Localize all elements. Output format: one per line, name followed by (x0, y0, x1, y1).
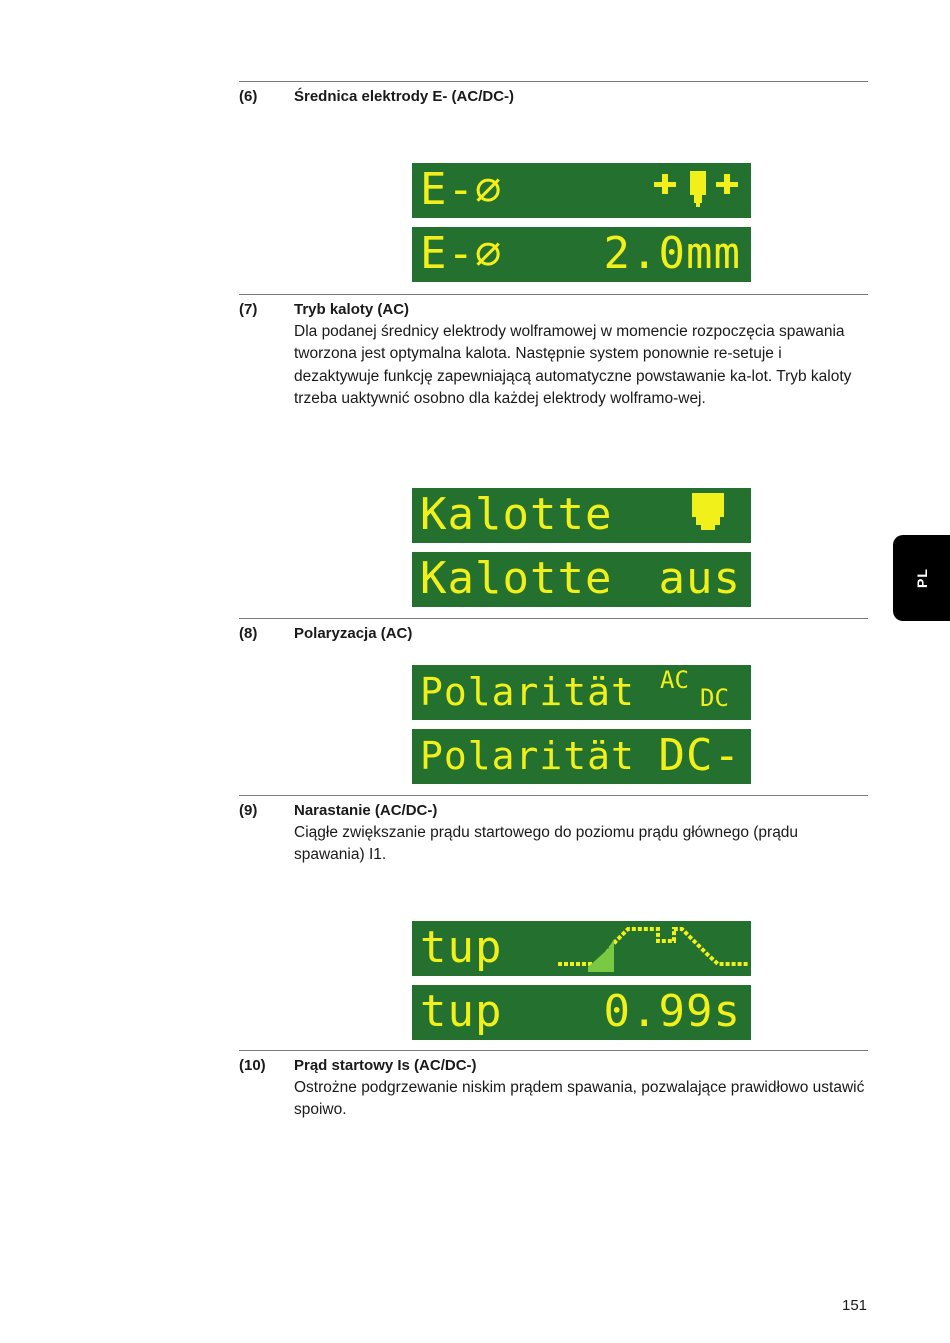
language-tab-label: PL (913, 568, 930, 588)
section-title: Polaryzacja (AC) (294, 625, 413, 642)
language-tab (893, 535, 950, 621)
lcd-value: aus (658, 553, 741, 604)
page-number: 151 (842, 1297, 868, 1314)
section-number: (9) (239, 802, 258, 819)
lcd-display-kalotte-select (412, 488, 751, 543)
lcd-label: Polarität (420, 734, 635, 778)
section-divider (239, 795, 868, 796)
lcd-label: tup (420, 986, 503, 1037)
section-divider (239, 1050, 868, 1051)
section-title: Średnica elektrody E- (AC/DC-) (294, 88, 515, 105)
lcd-display-upslope-select (412, 921, 751, 976)
section-divider (239, 618, 868, 619)
section-body: Ostrożne podgrzewanie niskim prądem spawania, pozwalające prawidłowo ustawić spoiwo. (294, 1079, 865, 1119)
kalotte-electrode-icon (688, 488, 738, 543)
lcd-display-electrode-select (412, 163, 751, 218)
lcd-label: tup (420, 922, 503, 973)
lcd-label: Kalotte (420, 553, 613, 604)
lcd-value: 2.0mm (603, 228, 741, 279)
section-divider (239, 294, 868, 295)
welding-curve-icon (558, 921, 751, 976)
section-title: Tryb kaloty (AC) (294, 301, 410, 318)
lcd-display-kalotte-value (412, 552, 751, 607)
section-number: (8) (239, 625, 258, 642)
lcd-display-upslope-value (412, 985, 751, 1040)
upslope-highlight (588, 939, 614, 972)
lcd-label: Kalotte (420, 489, 613, 540)
lcd-label: Polarität (420, 670, 635, 714)
section-title: Narastanie (AC/DC-) (294, 802, 438, 819)
section-divider (239, 81, 868, 82)
lcd-value: DC- (658, 730, 741, 781)
lcd-value: 0.99s (603, 986, 741, 1037)
section-body: Ciągłe zwiększanie prądu startowego do poziomu prądu głównego (prądu spawania) I1. (294, 824, 799, 864)
lcd-display-electrode-value (412, 227, 751, 282)
lcd-display-polarity-value (412, 729, 751, 784)
lcd-option-ac: AC (660, 666, 689, 694)
arrow-up-down-icon (648, 163, 748, 218)
lcd-label: E-⌀ (420, 164, 503, 215)
section-body: Dla podanej średnicy elektrody wolframowej w momencie rozpoczęcia spawania tworzona jest optymalna kalota. Następnie system ponownie re-setuje i dezaktywuje funkcję zapewniającą automatyczne powstawanie ka-lot. Tryb kaloty trzeba uaktywnić osobno dla każdej elektrody wolframo-wej. (294, 323, 852, 408)
section-title: Prąd startowy Is (AC/DC-) (294, 1057, 477, 1074)
section-number: (7) (239, 301, 258, 318)
section-number: (10) (239, 1057, 266, 1074)
section-number: (6) (239, 88, 258, 105)
lcd-display-polarity-select (412, 665, 751, 720)
lcd-label: E-⌀ (420, 228, 503, 279)
lcd-option-dc: DC (700, 684, 729, 712)
